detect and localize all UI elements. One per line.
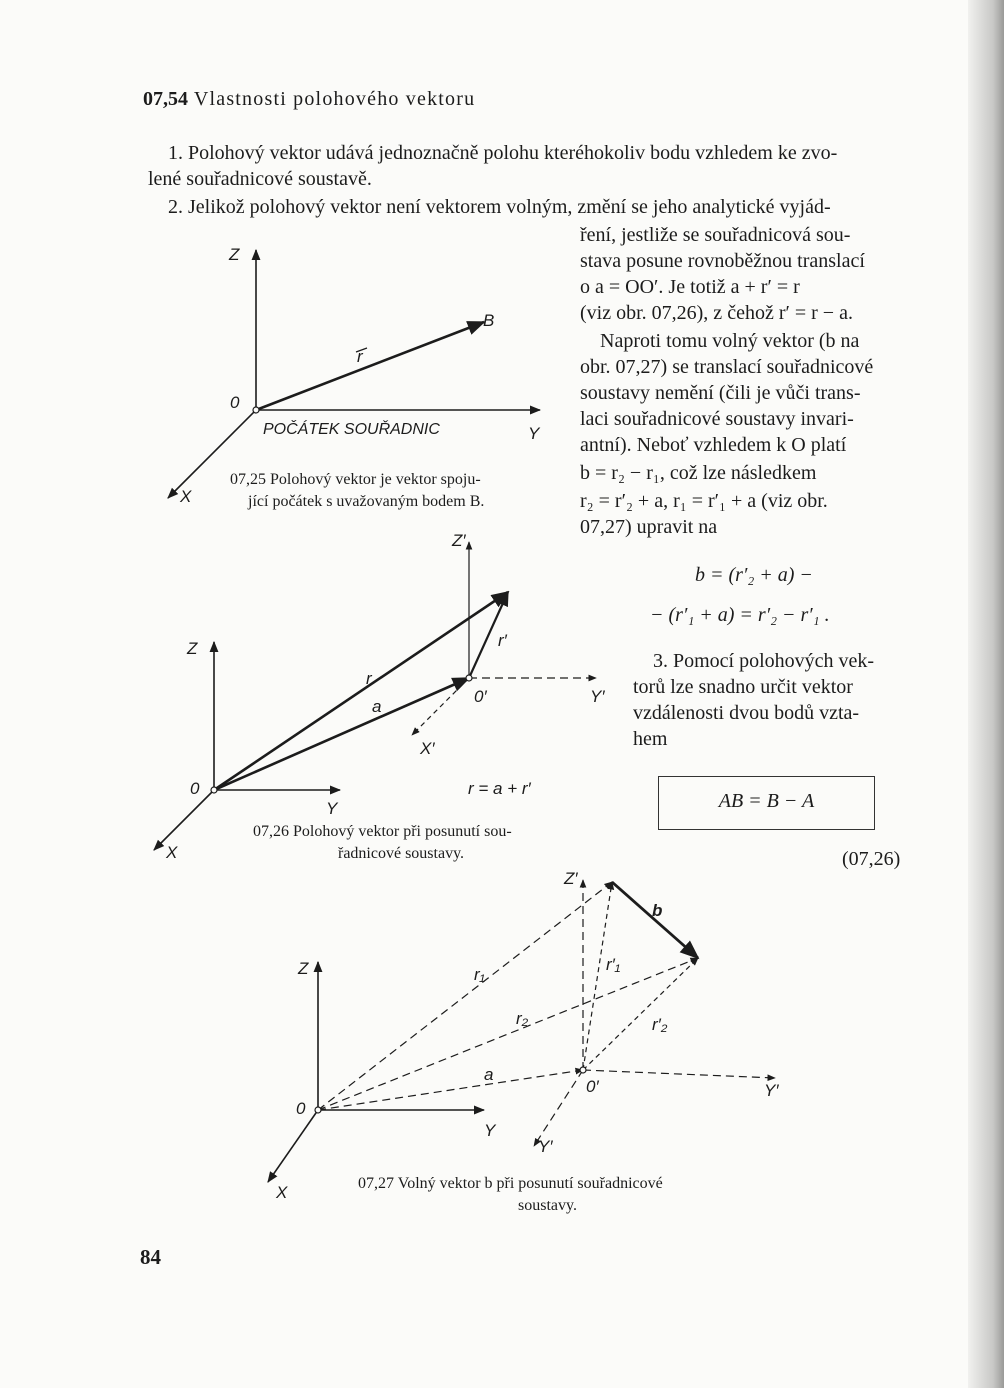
fig27-y-prime-axis: [583, 1070, 775, 1078]
fig26-x-axis: [154, 790, 214, 850]
fig27-vector-r2: [318, 958, 698, 1110]
fig26-relation: r = a + r′: [468, 779, 531, 798]
fig27-label-r1: r₁: [474, 965, 486, 984]
paragraph-3-line: torů lze snadno určit vektor: [633, 676, 853, 698]
fig27-label-z: Z: [298, 959, 309, 978]
fig27-label-x: X: [276, 1183, 288, 1202]
fig27-label-r1-prime: r′₁: [606, 955, 621, 974]
fig26-label-o-prime: 0′: [474, 687, 487, 706]
fig27-label-r2: r₂: [516, 1009, 529, 1028]
fig27-label-o: 0: [296, 1099, 306, 1118]
fig26-label-r: r: [366, 669, 372, 688]
fig26-label-x-prime: X′: [420, 739, 435, 758]
paragraph-2-line: laci souřadnicové soustavy invari-: [580, 408, 854, 430]
fig25-label-x: X: [180, 487, 192, 506]
fig27-vector-a: [318, 1070, 583, 1110]
paragraph-2-line: obr. 07,27) se translací souřadnicové: [580, 356, 874, 378]
paragraph-3-line: hem: [633, 728, 668, 750]
fig26-label-y: Y: [326, 799, 338, 818]
fig26-label-y-prime: Y′: [590, 687, 605, 706]
fig26-label-o: 0: [190, 779, 200, 798]
section-title: Vlastnosti polohového vektoru: [193, 88, 476, 110]
fig25-caption-line-1: 07,25 Polohový vektor je vektor spoju-: [230, 471, 481, 488]
fig27-caption-line-2: soustavy.: [518, 1197, 577, 1214]
fig27-label-y-prime-2: Y′: [538, 1137, 553, 1156]
equation-line-1: b = (r′₂ + a) −: [695, 564, 813, 586]
paragraph-2-line: ření, jestliže se souřadnicová sou-: [580, 224, 851, 246]
paragraph-2-line: r₂ = r′₂ + a, r₁ = r′₁ + a (viz obr.: [580, 490, 828, 512]
fig27-label-a: a: [484, 1065, 494, 1084]
fig25-label-z: Z: [229, 245, 240, 264]
fig27-origin-prime-point: [580, 1067, 586, 1073]
fig26-caption-line-2: řadnicové soustavy.: [338, 845, 465, 862]
fig27-label-o-prime: 0′: [586, 1077, 599, 1096]
paragraph-2-line: 07,27) upravit na: [580, 516, 718, 538]
fig25-label-b: B: [483, 311, 495, 330]
fig26-origin-prime-point: [466, 675, 472, 681]
fig26-caption-line-1: 07,26 Polohový vektor při posunutí sou-: [253, 823, 512, 840]
paragraph-3-line: vzdálenosti dvou bodů vzta-: [633, 702, 860, 724]
fig27-label-y: Y: [484, 1121, 496, 1140]
fig27-label-b: b: [652, 901, 663, 920]
fig26-origin-point: [211, 787, 217, 793]
paragraph-1-line-2: lené souřadnicové soustavě.: [148, 168, 372, 190]
fig27-caption-line-1: 07,27 Volný vektor b při posunutí souřadnicové: [358, 1175, 663, 1192]
fig27-label-z-prime: Z′: [564, 869, 578, 888]
paragraph-2-line: o a = OO′. Je totiž a + r′ = r: [580, 276, 800, 298]
section-number: 07,54: [143, 88, 188, 110]
paragraph-2-line: b = r₂ − r₁, což lze následkem: [580, 462, 817, 484]
fig25-label-y: Y: [528, 424, 540, 443]
page-gutter: [968, 0, 1004, 1388]
paragraph-2-line: Naproti tomu volný vektor (b na: [600, 330, 860, 352]
paragraph-2-line: (viz obr. 07,26), z čehož r′ = r − a.: [580, 302, 853, 324]
fig25-label-origin: POČÁTEK SOUŘADNIC: [263, 421, 440, 438]
fig27-label-y-prime: Y′: [764, 1081, 779, 1100]
paragraph-1-line-1: 1. Polohový vektor udává jednoznačně polohu kteréhokoliv bodu vzhledem ke zvo-: [168, 142, 838, 164]
formula-number: (07,26): [842, 848, 901, 870]
paragraph-2-line-1: 2. Jelikož polohový vektor není vektorem volným, změní se jeho analytické vyjád-: [168, 196, 831, 218]
fig26-label-r-prime: r′: [498, 631, 507, 650]
figure-25: [168, 250, 540, 498]
fig26-label-a: a: [372, 697, 382, 716]
fig26-vector-a: [214, 678, 469, 790]
fig27-vector-r2-prime: [583, 958, 698, 1070]
fig27-vector-r1: [318, 882, 612, 1110]
fig25-caption-line-2: jící počátek s uvažovaným bodem B.: [248, 493, 485, 510]
page-number: 84: [140, 1245, 161, 1269]
fig25-position-vector: [256, 322, 484, 410]
paragraph-2-line: antní). Neboť vzhledem k O platí: [580, 434, 847, 456]
paragraph-3-line: 3. Pomocí polohových vek-: [653, 650, 875, 672]
formula-text: AB = B − A: [718, 790, 815, 812]
fig27-label-r2-prime: r′₂: [652, 1015, 668, 1034]
fig27-x-axis: [268, 1110, 318, 1182]
equation-line-2: − (r′₁ + a) = r′₂ − r′₁ .: [650, 604, 830, 626]
fig25-origin-point: [253, 407, 259, 413]
paragraph-2-line: soustavy nemění (čili je vůči trans-: [580, 382, 861, 404]
fig27-origin-point: [315, 1107, 321, 1113]
fig26-x-prime-axis: [412, 678, 469, 735]
paragraph-2-line: stava posune rovnoběžnou translací: [580, 250, 865, 272]
fig26-label-z-prime: Z′: [452, 531, 466, 550]
fig26-label-x: X: [166, 843, 178, 862]
fig25-label-o: 0: [230, 393, 240, 412]
fig25-label-r: r: [357, 347, 363, 366]
fig26-vector-r: [214, 592, 508, 790]
fig26-label-z: Z: [187, 639, 198, 658]
